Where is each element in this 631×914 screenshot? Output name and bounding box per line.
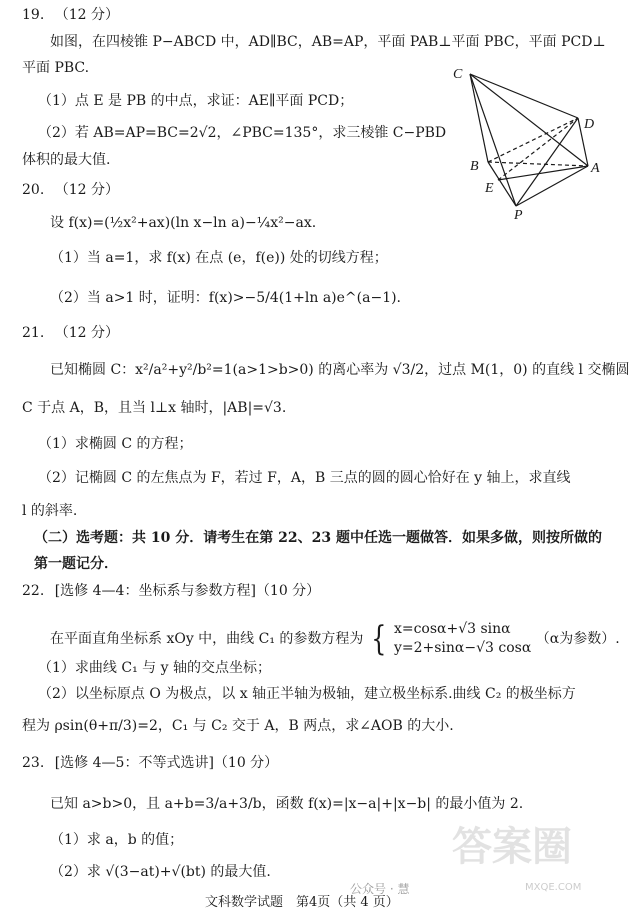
- elective-note-line2: 第一题记分．: [34, 556, 118, 572]
- q23-part2: （2）求 √(3−at)+√(bt) 的最大值.: [50, 864, 271, 880]
- q22-param-note: （α为参数）.: [535, 630, 620, 647]
- q22-number: 22.: [22, 583, 45, 599]
- q22-param-eq2: y=2+sinα−√3 cosα: [393, 639, 532, 656]
- figure-label-e: E: [485, 181, 494, 196]
- q19-part1: （1）点 E 是 PB 的中点，求证：AE∥平面 PCD；: [38, 93, 354, 109]
- q19-line2: 平面 PBC.: [22, 60, 90, 76]
- q22-part2-cont: 程为 ρsin(θ+π/3)=2，C₁ 与 C₂ 交于 A，B 两点，求∠AOB 的大小.: [22, 718, 454, 734]
- pyramid-figure: [448, 60, 623, 220]
- q21-part2-cont: l 的斜率.: [22, 503, 78, 519]
- q23-number: 23.: [22, 755, 45, 771]
- q20-number: 20.: [22, 182, 45, 198]
- q21-header: [22, 325, 119, 342]
- q19-score: （12 分）: [54, 7, 119, 23]
- watermark-text: 公众号 · 慧: [350, 882, 410, 896]
- q22-param-eq1: x=cosα+√3 sinα: [393, 621, 511, 637]
- q21-line2: C 于点 A，B，且当 l⊥x 轴时，|AB|=√3.: [22, 400, 287, 416]
- q22-header: [22, 583, 320, 600]
- q23-header: [22, 755, 278, 772]
- figure-label-d: D: [584, 117, 595, 132]
- watermark-stamp: 答案圈: [452, 824, 572, 870]
- q23-part1: （1）求 a，b 的值；: [50, 832, 184, 848]
- q22-line1: [50, 620, 620, 658]
- q21-part2: （2）记椭圆 C 的左焦点为 F，若过 F，A，B 三点的圆的圆心恰好在 y 轴上，求直线: [38, 470, 571, 486]
- q20-part2: （2）当 a>1 时，证明：f(x)>−5/4(1+ln a)e^(a−1).: [50, 290, 402, 306]
- q23-line1: 已知 a>b>0，且 a+b=3/a+3/b，函数 f(x)=|x−a|+|x−b| 的最小值为 2.: [50, 796, 524, 812]
- figure-label-a: A: [591, 161, 600, 176]
- q20-setup: 设 f(x)=(½x²+ax)(ln x−ln a)−¼x²−ax.: [50, 215, 317, 231]
- q20-header: [22, 182, 119, 199]
- q19-header: [22, 7, 119, 24]
- q19-part2: （2）若 AB=AP=BC=2√2，∠PBC=135°，求三棱锥 C−PBD: [38, 125, 447, 141]
- figure-label-b: B: [470, 159, 479, 174]
- q20-part1: （1）当 a=1，求 f(x) 在点 (e，f(e)) 处的切线方程；: [50, 250, 388, 266]
- q21-score: （12 分）: [54, 325, 119, 341]
- q22-part1: （1）求曲线 C₁ 与 y 轴的交点坐标；: [38, 660, 271, 676]
- figure-label-p: P: [514, 208, 523, 220]
- q19-line1: 如图，在四棱锥 P−ABCD 中，AD∥BC，AB=AP，平面 PAB⊥平面 PBC，平面 PCD⊥: [50, 34, 606, 50]
- q19-number: 19.: [22, 7, 45, 23]
- q21-number: 21.: [22, 325, 45, 341]
- q22-param-system: [394, 620, 531, 658]
- q19-part2-cont: 体积的最大值.: [22, 152, 111, 168]
- q23-title: [选修 4—5：不等式选讲]（10 分）: [54, 755, 279, 771]
- q20-score: （12 分）: [54, 182, 119, 198]
- q21-line1: 已知椭圆 C：x²/a²+y²/b²=1(a>1>b>0) 的离心率为 √3/2，过点 M(1，0) 的直线 l 交椭圆: [50, 362, 630, 378]
- elective-note-line1: （二）选考题：共 10 分．请考生在第 22、23 题中任选一题做答．如果多做，则按所做的: [34, 530, 602, 546]
- page-footer: 文科数学试题 第4页（共 4 页）: [205, 895, 399, 910]
- figure-label-c: C: [453, 67, 463, 82]
- q22-line1-text: 在平面直角坐标系 xOy 中，曲线 C₁ 的参数方程为: [50, 630, 364, 647]
- q22-part2: （2）以坐标原点 O 为极点，以 x 轴正半轴为极轴，建立极坐标系.曲线 C₂ 的极坐标方: [38, 686, 576, 702]
- watermark-site: MXQE.COM: [525, 882, 582, 893]
- equation-brace: {: [371, 618, 387, 659]
- q22-title: [选修 4—4：坐标系与参数方程]（10 分）: [54, 583, 321, 599]
- q21-part1: （1）求椭圆 C 的方程；: [38, 436, 193, 452]
